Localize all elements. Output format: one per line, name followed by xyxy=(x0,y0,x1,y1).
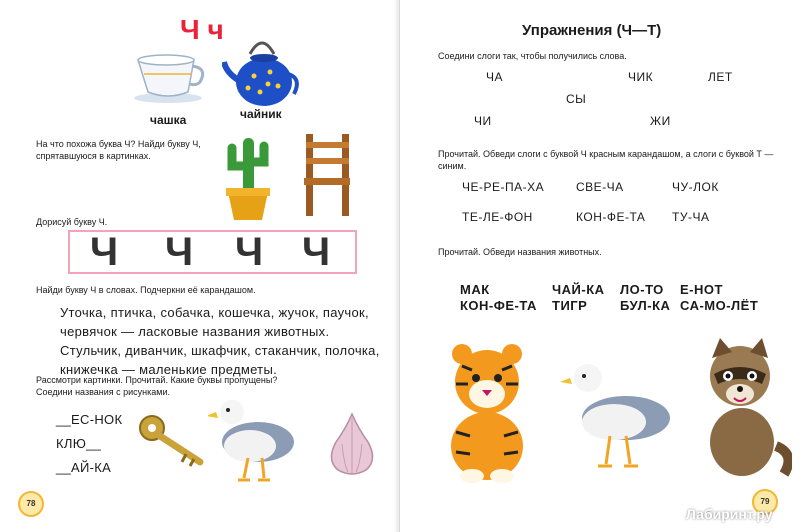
word-column xyxy=(552,282,605,314)
reading-line: Уточка, птичка, собачка, кошечка, жучок, паучок, xyxy=(60,305,369,320)
word-column xyxy=(620,282,670,314)
seagull-icon xyxy=(208,392,304,486)
page-number: 79 xyxy=(752,489,778,515)
trace-letter: Ч xyxy=(165,230,194,274)
connect-task: Соедини слоги так, чтобы получились слова. xyxy=(438,51,627,61)
word-column xyxy=(680,282,758,314)
word: ЧЕ-РЕ-ПА-ХА xyxy=(462,180,545,194)
word: ТИГР xyxy=(552,298,588,313)
syllable: ЧИ xyxy=(474,114,492,128)
find-task: На что похожа буква Ч? Найди букву Ч, спрятавшуюся в картинках. xyxy=(36,139,201,161)
chair-icon xyxy=(302,132,354,218)
word: ЧУ-ЛОК xyxy=(672,180,719,194)
missing-letters-task: Рассмотри картинки. Прочитай. Какие буквы пропущены? Соедини названия с рисунками. xyxy=(36,375,278,397)
reading-line: книжечка — маленькие предметы. xyxy=(60,362,277,377)
word: ТУ-ЧА xyxy=(672,210,710,224)
teapot-icon xyxy=(222,32,306,108)
word: КОН-ФЕ-ТА xyxy=(460,298,537,313)
underline-task: Найди букву Ч в словах. Подчеркни её карандашом. xyxy=(36,285,256,295)
garlic-icon xyxy=(324,408,380,480)
word-column xyxy=(460,282,537,314)
missing-word: __АЙ-КА xyxy=(56,460,112,475)
right-page xyxy=(400,0,800,532)
teapot-label: чайник xyxy=(240,107,282,121)
word: КОН-ФЕ-ТА xyxy=(576,210,646,224)
tiger-icon xyxy=(432,336,542,486)
word: СА-МО-ЛЁТ xyxy=(680,298,759,313)
reading-line: Стульчик, диванчик, шкафчик, стаканчик, полочка, xyxy=(60,343,380,358)
missing-word: КЛЮ__ xyxy=(56,436,102,451)
watermark: Лабиринт.ру xyxy=(686,506,773,522)
read-task: Прочитай. Обведи слоги с буквой Ч красным карандашом, а слоги с буквой Т — синим. xyxy=(438,149,774,171)
syllable: ЧИК xyxy=(628,70,654,84)
syllable: ЖИ xyxy=(650,114,671,128)
cup-icon xyxy=(130,52,210,104)
raccoon-icon xyxy=(692,334,792,484)
word: ТЕ-ЛЕ-ФОН xyxy=(462,210,533,224)
reading-text xyxy=(60,303,380,379)
seagull-icon xyxy=(560,356,680,476)
exercise-title: Упражнения (Ч—Т) xyxy=(522,22,662,39)
page-number: 78 xyxy=(18,491,44,517)
trace-box[interactable] xyxy=(68,230,357,274)
letter-heading: Ч ч xyxy=(180,14,224,45)
syllable: ЛЕТ xyxy=(708,70,733,84)
syllable: ЧА xyxy=(486,70,504,84)
reading-line: червячок — ласковые названия животных. xyxy=(60,324,330,339)
word: ЛО-ТО xyxy=(620,282,664,297)
cactus-icon xyxy=(220,128,276,222)
syllable: СЫ xyxy=(566,92,587,106)
word: МАК xyxy=(460,282,490,297)
trace-task: Дорисуй букву Ч. xyxy=(36,217,108,227)
word: СВЕ-ЧА xyxy=(576,180,624,194)
trace-letter: Ч xyxy=(235,230,264,274)
animals-task: Прочитай. Обведи названия животных. xyxy=(438,247,602,257)
word: ЧАЙ-КА xyxy=(552,282,605,297)
cup-label: чашка xyxy=(150,113,187,127)
word: Е-НОТ xyxy=(680,282,723,297)
key-icon xyxy=(136,412,208,470)
trace-letter: Ч xyxy=(90,230,119,274)
word: БУЛ-КА xyxy=(620,298,671,313)
trace-letter: Ч xyxy=(302,230,331,274)
missing-word: __ЕС-НОК xyxy=(56,412,123,427)
